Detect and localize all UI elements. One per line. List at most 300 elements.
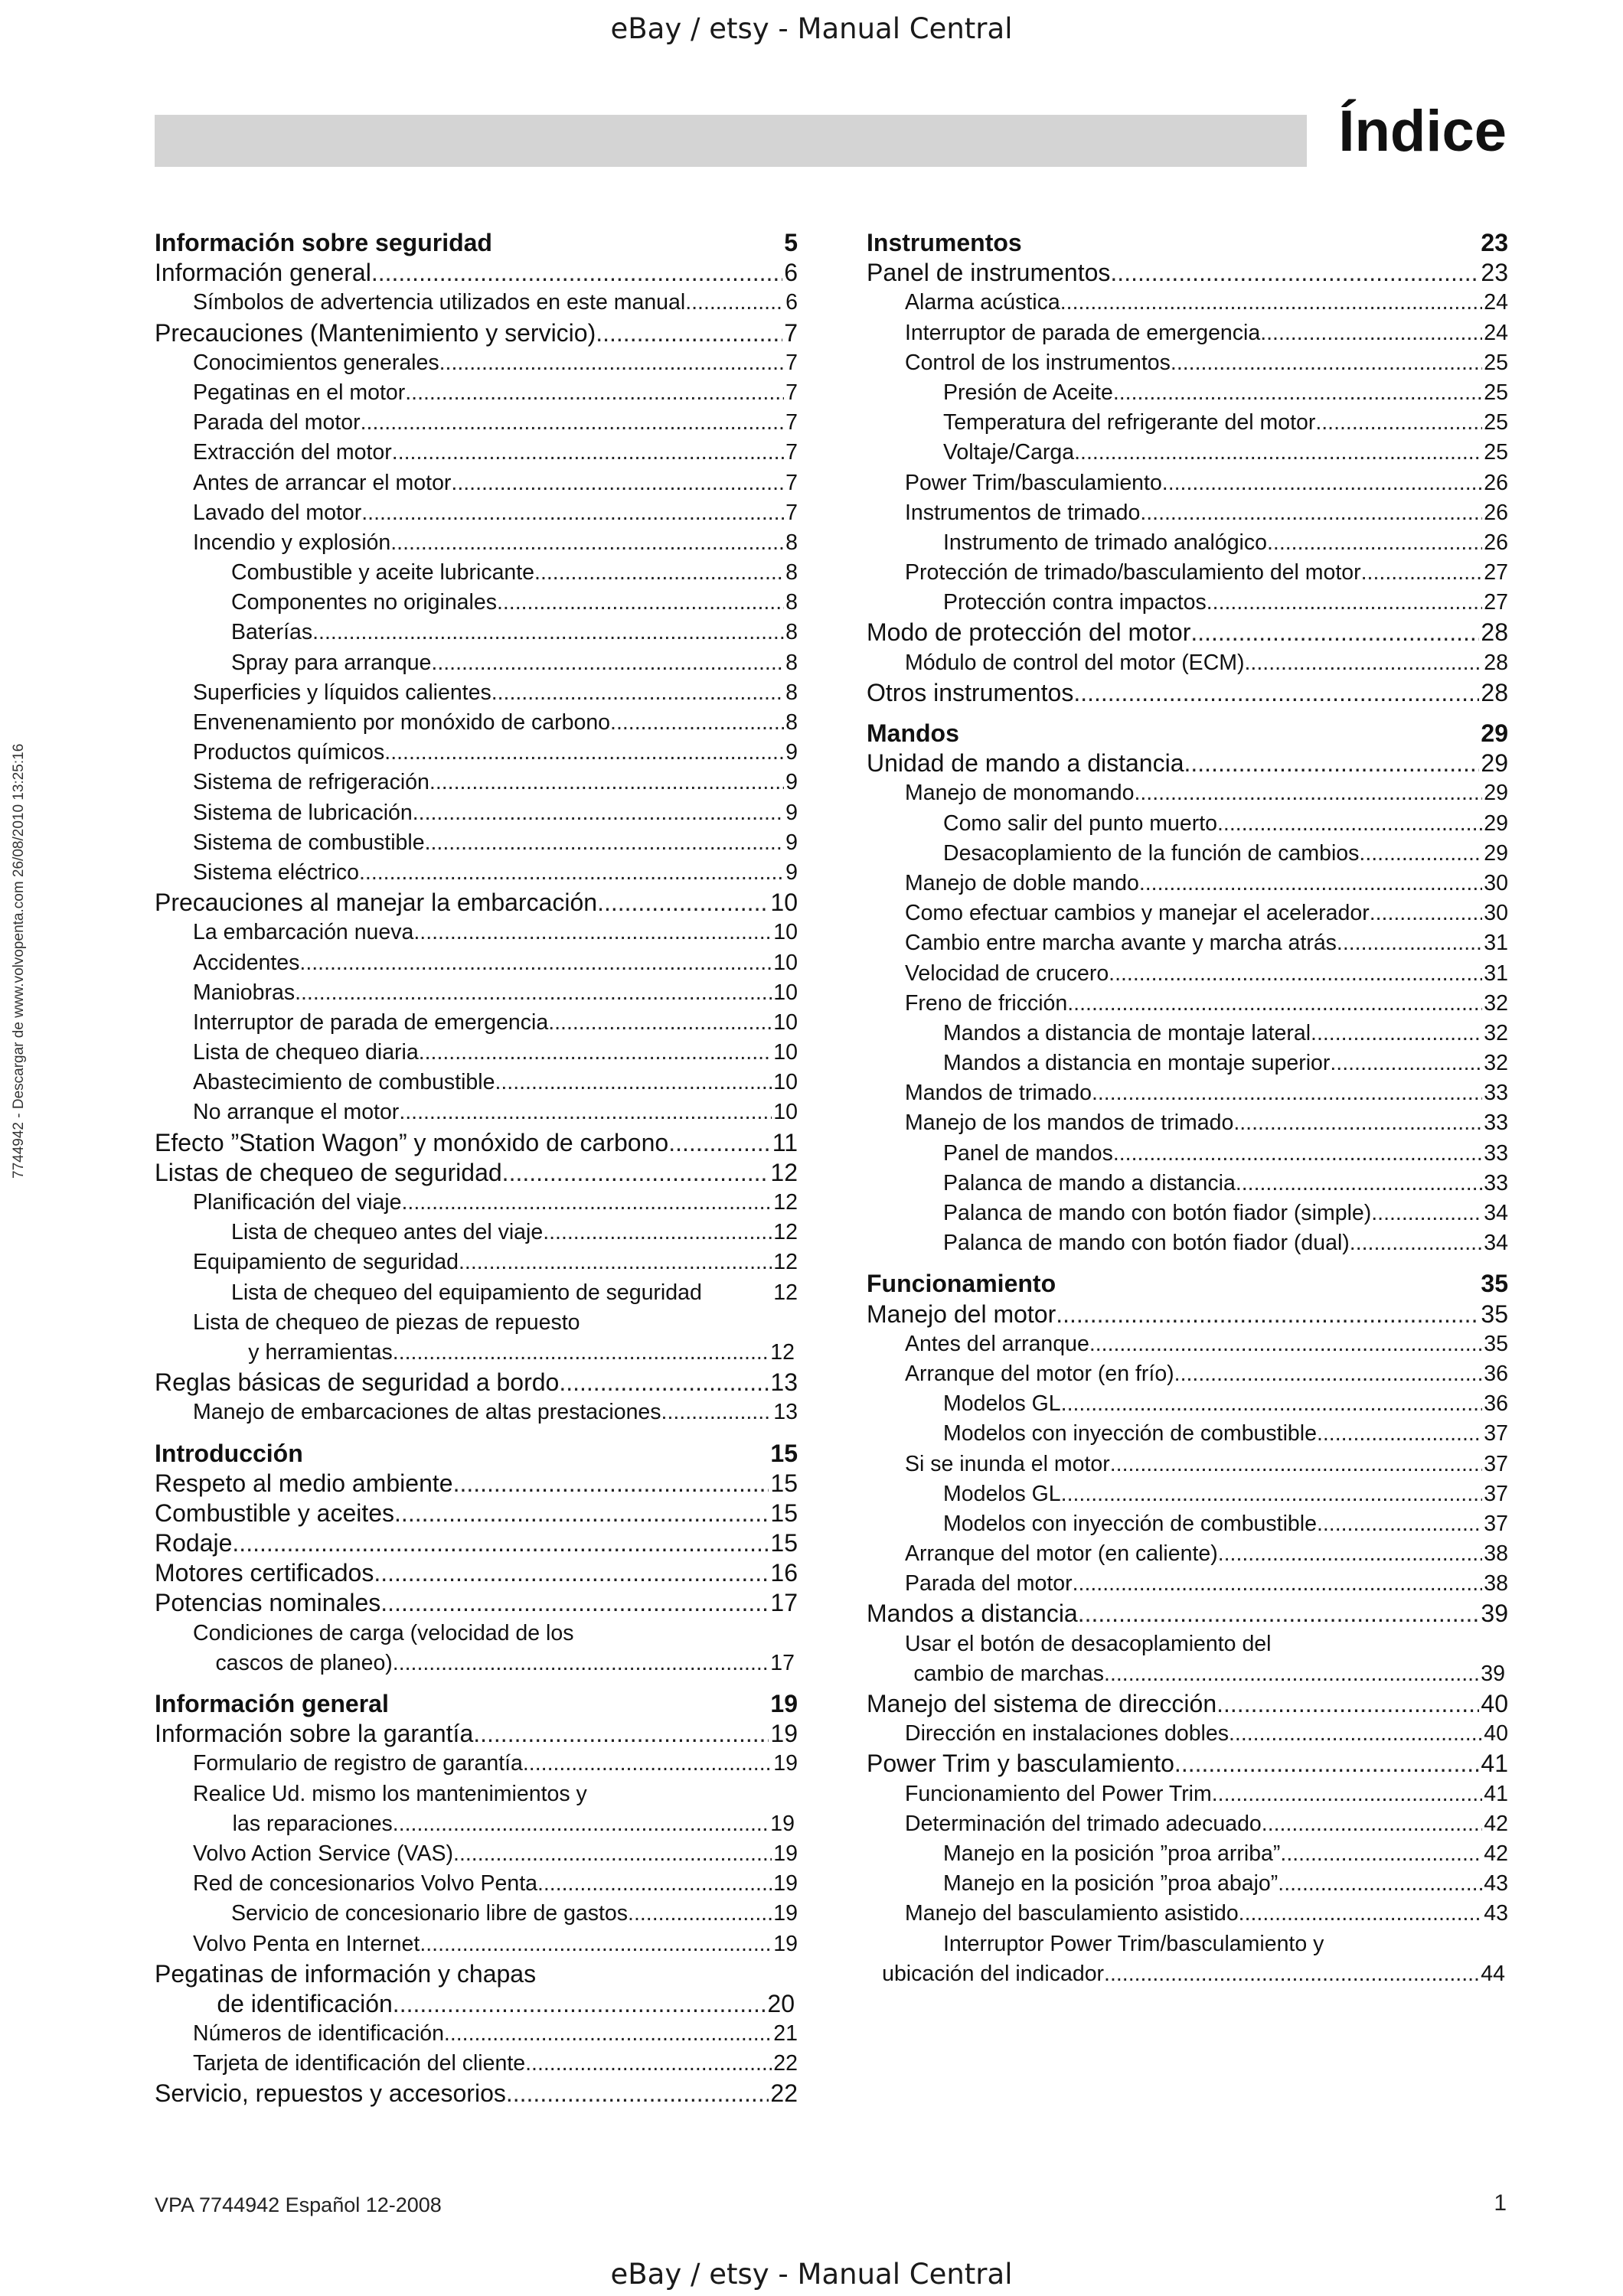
toc-page-number: 17 <box>770 1650 795 1675</box>
toc-page-number: 32 <box>1484 1051 1508 1076</box>
toc-entry-label: Rodaje <box>155 1529 233 1557</box>
toc-leader-dots <box>1218 1539 1483 1569</box>
toc-page-number: 9 <box>785 770 798 795</box>
toc-entry-label: Volvo Penta en Internet <box>193 1931 420 1956</box>
toc-entry <box>155 708 798 738</box>
title-bar <box>155 115 1307 167</box>
toc-entry <box>155 1719 798 1749</box>
toc-entry-label: Mandos de trimado <box>905 1081 1092 1106</box>
toc-entry <box>155 1869 798 1899</box>
toc-page-number: 25 <box>1484 410 1508 435</box>
toc-entry-label: Arranque del motor (en frío) <box>905 1361 1174 1386</box>
toc-leader-dots <box>1262 1809 1483 1839</box>
toc-page-number: 36 <box>1484 1391 1508 1417</box>
toc-entry <box>867 809 1508 839</box>
toc-entry-label: Parada del motor <box>905 1571 1073 1596</box>
toc-entry-label: Como efectuar cambios y manejar el acelerador <box>905 901 1370 926</box>
toc-leader-dots <box>1162 468 1483 498</box>
toc-leader-dots <box>628 1899 772 1929</box>
toc-entry <box>155 828 798 858</box>
toc-page-number: 12 <box>773 1190 798 1215</box>
toc-entry-label: Combustible y aceite lubricante <box>231 560 535 585</box>
toc-page-number: 11 <box>772 1128 798 1156</box>
toc-entry-label: Si se inunda el motor <box>905 1451 1110 1476</box>
toc-page-number: 23 <box>1481 229 1508 256</box>
toc-entry-label: Manejo en la posición ”proa abajo” <box>943 1871 1278 1896</box>
toc-entry-label: Sistema eléctrico <box>193 859 359 885</box>
toc-entry <box>867 1809 1508 1839</box>
toc-leader-dots <box>393 1649 769 1678</box>
toc-leader-dots <box>1370 899 1483 928</box>
toc-entry <box>155 738 798 768</box>
toc-entry-label: Lista de chequeo diaria <box>193 1040 419 1065</box>
toc-entry <box>867 378 1508 408</box>
toc-entry-label: Información sobre la garantía <box>155 1720 474 1748</box>
toc-page-number: 7 <box>785 470 798 495</box>
toc-entry <box>867 348 1508 378</box>
toc-page-number: 10 <box>773 1100 798 1125</box>
toc-page-number: 9 <box>785 800 798 825</box>
toc-leader-dots <box>405 378 784 408</box>
toc-entry-label: cambio de marchas <box>913 1661 1105 1686</box>
toc-page-number: 6 <box>784 259 798 287</box>
toc-entry <box>867 1300 1508 1329</box>
toc-entry <box>867 1899 1508 1929</box>
toc-leader-dots <box>1110 258 1479 288</box>
toc-entry <box>867 1479 1508 1509</box>
toc-entry <box>867 1509 1508 1539</box>
toc-entry-label: Conocimientos generales <box>193 350 439 375</box>
toc-entry <box>155 528 798 558</box>
toc-page-number: 28 <box>1481 678 1508 706</box>
toc-entry <box>155 2019 798 2049</box>
toc-page-number: 12 <box>773 1220 798 1245</box>
toc-entry <box>867 1839 1508 1869</box>
toc-entry-label: Lista de chequeo de piezas de repuesto <box>193 1309 580 1335</box>
toc-leader-dots <box>1359 839 1482 869</box>
toc-entry <box>155 1929 798 1959</box>
toc-page-number: 8 <box>785 590 798 615</box>
toc-page-number: 33 <box>1484 1140 1508 1166</box>
toc-page-number: 22 <box>770 2079 798 2108</box>
toc-leader-dots <box>439 348 785 378</box>
toc-entry <box>867 1389 1508 1419</box>
toc-leader-dots <box>1074 438 1482 468</box>
toc-page-number: 34 <box>1484 1231 1508 1256</box>
toc-entry-label: Números de identificación <box>193 2021 444 2047</box>
toc-entry <box>155 1749 798 1779</box>
toc-leader-dots <box>506 2079 769 2108</box>
toc-page-number: 33 <box>1484 1110 1508 1136</box>
toc-page-number: 41 <box>1481 1750 1508 1778</box>
toc-page-number: 10 <box>773 1040 798 1065</box>
toc-entry-label: Accidentes <box>193 950 300 975</box>
toc-page-number: 7 <box>785 380 798 405</box>
toc-page-number: 12 <box>773 1250 798 1275</box>
toc-page-number: 7 <box>785 350 798 375</box>
toc-leader-dots <box>1190 618 1479 647</box>
toc-leader-dots <box>1330 1049 1482 1078</box>
toc-entry <box>867 558 1508 588</box>
toc-page-number: 37 <box>1484 1511 1508 1536</box>
toc-leader-dots <box>1134 778 1482 808</box>
toc-leader-dots <box>1073 678 1479 708</box>
toc-leader-dots <box>1216 1689 1479 1719</box>
toc-leader-dots <box>425 828 785 858</box>
toc-page-number: 44 <box>1481 1961 1505 1986</box>
toc-entry-label: Funcionamiento <box>867 1270 1056 1298</box>
toc-entry <box>155 858 798 888</box>
toc-leader-dots <box>295 978 772 1008</box>
toc-entry <box>867 959 1508 989</box>
toc-page-number: 19 <box>773 1931 798 1956</box>
toc-leader-dots <box>525 2049 772 2079</box>
toc-entry-label: Protección de trimado/basculamiento del motor <box>905 560 1361 585</box>
toc-entry <box>867 678 1508 708</box>
toc-leader-dots <box>359 858 784 888</box>
toc-leader-dots <box>1245 648 1483 678</box>
toc-entry-label: Introducción <box>155 1439 303 1467</box>
toc-entry <box>867 1019 1508 1049</box>
toc-leader-dots <box>393 1338 769 1368</box>
toc-page-number: 13 <box>770 1368 798 1397</box>
toc-entry <box>155 1158 798 1188</box>
toc-leader-dots <box>1217 809 1482 839</box>
toc-entry-label: Tarjeta de identificación del cliente <box>193 2051 526 2076</box>
toc-entry <box>155 558 798 588</box>
toc-entry-label: Panel de mandos <box>943 1140 1113 1166</box>
toc-page-number: 19 <box>773 1871 798 1896</box>
toc-entry-label: Planificación del viaje <box>193 1190 402 1215</box>
toc-entry-label: Baterías <box>231 620 313 645</box>
toc-entry-label: Pegatinas de información y chapas <box>155 1959 537 1988</box>
toc-entry <box>155 1397 798 1427</box>
toc-entry-label: Red de concesionarios Volvo Penta <box>193 1871 537 1896</box>
toc-entry <box>867 1539 1508 1569</box>
toc-entry-label: Combustible y aceites <box>155 1499 395 1527</box>
toc-page-number: 15 <box>770 1469 798 1497</box>
toc-leader-dots <box>374 1558 769 1588</box>
toc-page-number: 39 <box>1481 1600 1508 1628</box>
toc-entry <box>155 678 798 708</box>
toc-entry <box>155 588 798 618</box>
toc-page-number: 8 <box>785 680 798 705</box>
toc-entry <box>155 888 798 918</box>
toc-entry-label: Modelos GL <box>943 1481 1061 1506</box>
toc-entry-label: Manejo de doble mando <box>905 870 1139 895</box>
toc-left-column <box>155 225 798 2109</box>
toc-page-number: 29 <box>1484 840 1508 866</box>
toc-leader-dots <box>1311 1019 1482 1049</box>
toc-entry <box>867 468 1508 498</box>
toc-page-number: 37 <box>1484 1451 1508 1476</box>
toc-page-number: 31 <box>1484 931 1508 956</box>
toc-page-number: 12 <box>773 1280 798 1305</box>
toc-entry <box>867 408 1508 438</box>
toc-entry-label: Control de los instrumentos <box>905 350 1171 375</box>
toc-entry <box>867 989 1508 1019</box>
toc-entry <box>155 1899 798 1929</box>
toc-entry-label: Envenenamiento por monóxido de carbono <box>193 710 611 735</box>
toc-page-number: 7 <box>784 318 798 347</box>
toc-entry <box>155 1528 798 1558</box>
toc-entry-label: Freno de fricción <box>905 990 1068 1016</box>
toc-entry-label: Servicio, repuestos y accesorios <box>155 2079 506 2108</box>
toc-entry-label: Power Trim y basculamiento <box>867 1750 1174 1778</box>
toc-page-number: 23 <box>1481 259 1508 287</box>
toc-entry <box>155 1779 798 1809</box>
toc-entry-label: Cambio entre marcha avante y marcha atrás <box>905 931 1337 956</box>
toc-leader-dots <box>413 918 772 947</box>
toc-entry-label: Manejo del sistema de dirección <box>867 1690 1217 1717</box>
toc-leader-dots <box>419 1038 772 1068</box>
toc-page-number: 10 <box>770 889 798 917</box>
toc-entry-label: Manejo en la posición ”proa arriba” <box>943 1841 1281 1866</box>
toc-entry <box>155 498 798 528</box>
toc-leader-dots <box>1207 588 1483 618</box>
toc-entry-label: Usar el botón de desacoplamiento del <box>905 1631 1272 1656</box>
toc-entry-label: Power Trim/basculamiento <box>905 470 1162 495</box>
toc-page-number: 28 <box>1481 618 1508 647</box>
toc-leader-dots <box>399 1097 772 1127</box>
toc-entry-label: Instrumentos <box>867 229 1022 256</box>
toc-section-heading <box>867 1269 1508 1299</box>
toc-leader-dots <box>559 1368 769 1397</box>
toc-leader-dots <box>1089 1329 1482 1359</box>
toc-leader-dots <box>1113 378 1482 408</box>
toc-page-number: 43 <box>1484 1901 1508 1926</box>
toc-page-number: 27 <box>1484 590 1508 615</box>
toc-page-number: 13 <box>773 1400 798 1425</box>
toc-entry-label: Temperatura del refrigerante del motor <box>943 410 1316 435</box>
toc-leader-dots <box>1317 1419 1482 1449</box>
toc-entry <box>867 1078 1508 1108</box>
toc-entry <box>867 1359 1508 1389</box>
toc-entry <box>867 1779 1508 1809</box>
toc-entry-label: Manejo de monomando <box>905 781 1135 806</box>
toc-entry-label: Palanca de mando con botón fiador (dual) <box>943 1231 1350 1256</box>
toc-page-number: 24 <box>1484 320 1508 345</box>
toc-page-number: 28 <box>1484 650 1508 675</box>
toc-page-number: 19 <box>773 1751 798 1776</box>
toc-entry-label: Respeto al medio ambiente <box>155 1469 453 1497</box>
toc-leader-dots <box>1278 1869 1482 1899</box>
toc-entry <box>867 1569 1508 1599</box>
toc-leader-dots <box>1060 288 1483 318</box>
toc-page-number: 29 <box>1481 749 1508 778</box>
toc-leader-dots <box>1317 1509 1482 1539</box>
toc-entry-label: Manejo de embarcaciones de altas prestaciones <box>193 1400 661 1425</box>
page-title: Índice <box>1338 99 1507 164</box>
toc-entry-label: Información sobre seguridad <box>155 229 492 256</box>
toc-page-number: 17 <box>770 1589 798 1617</box>
toc-entry-label: ubicación del indicador <box>882 1961 1105 1986</box>
toc-entry-label: Antes del arranque <box>905 1331 1089 1356</box>
toc-page-number: 10 <box>773 980 798 1005</box>
toc-entry-label: Modelos con inyección de combustible <box>943 1421 1317 1446</box>
toc-leader-dots <box>1078 1599 1480 1629</box>
toc-entry <box>155 1469 798 1499</box>
toc-leader-dots <box>1061 1389 1483 1419</box>
toc-page-number: 5 <box>784 229 798 256</box>
toc-leader-dots <box>1371 1199 1482 1228</box>
toc-entry <box>155 2079 798 2108</box>
toc-entry-label: Símbolos de advertencia utilizados en este manual <box>193 290 686 315</box>
toc-page-number: 40 <box>1481 1690 1508 1717</box>
watermark-top: eBay / etsy - Manual Central <box>610 12 1013 45</box>
toc-page-number: 7 <box>785 410 798 435</box>
toc-entry <box>867 588 1508 618</box>
toc-page-number: 26 <box>1484 470 1508 495</box>
toc-page-number: 15 <box>770 1529 798 1557</box>
toc-leader-dots <box>495 1068 772 1097</box>
toc-entry-label: Superficies y líquidos calientes <box>193 680 491 705</box>
toc-entry <box>155 348 798 378</box>
toc-page-number: 31 <box>1484 960 1508 986</box>
toc-entry <box>867 288 1508 318</box>
toc-page-number: 19 <box>773 1901 798 1926</box>
toc-page-number: 32 <box>1484 990 1508 1016</box>
toc-entry <box>867 618 1508 647</box>
toc-entry-label: Condiciones de carga (velocidad de los <box>193 1620 574 1645</box>
toc-entry <box>867 1749 1508 1779</box>
toc-page-number: 20 <box>767 1989 795 2017</box>
toc-entry-label: Información general <box>155 1690 389 1717</box>
toc-entry-label: Servicio de concesionario libre de gastos <box>231 1901 629 1926</box>
toc-leader-dots <box>685 288 784 318</box>
toc-leader-dots <box>661 1397 772 1427</box>
toc-leader-dots <box>596 318 782 348</box>
toc-entry-label: de identificación <box>217 1989 393 2017</box>
toc-leader-dots <box>1350 1228 1483 1258</box>
toc-leader-dots <box>1233 1108 1482 1138</box>
toc-entry <box>867 1629 1508 1659</box>
toc-entry <box>155 1008 798 1038</box>
toc-page-number: 34 <box>1484 1201 1508 1225</box>
toc-entry <box>867 1329 1508 1359</box>
toc-entry-label: Volvo Action Service (VAS) <box>193 1841 454 1866</box>
toc-entry-label: Otros instrumentos <box>867 678 1074 706</box>
toc-page-number: 35 <box>1481 1270 1508 1298</box>
toc-right-column <box>867 225 1508 1989</box>
toc-leader-dots <box>361 498 784 528</box>
toc-entry <box>867 648 1508 678</box>
toc-leader-dots <box>1236 1169 1482 1199</box>
toc-leader-dots <box>1140 498 1482 528</box>
toc-entry <box>155 1959 798 1989</box>
toc-entry-label: Modo de protección del motor <box>867 618 1191 647</box>
toc-leader-dots <box>1174 1359 1483 1389</box>
toc-leader-dots <box>1067 989 1482 1019</box>
toc-leader-dots <box>1113 1139 1482 1169</box>
toc-entry-label: Equipamiento de seguridad <box>193 1250 459 1275</box>
toc-entry <box>867 1108 1508 1138</box>
toc-leader-dots <box>523 1749 772 1779</box>
toc-entry-label: las reparaciones <box>232 1811 393 1836</box>
toc-entry <box>155 1619 798 1649</box>
toc-entry <box>155 618 798 647</box>
toc-entry-label: Precauciones (Mantenimiento y servicio) <box>155 318 596 347</box>
toc-entry-label: Efecto ”Station Wagon” y monóxido de carbono <box>155 1128 669 1156</box>
toc-entry <box>155 288 798 318</box>
toc-page-number: 10 <box>773 950 798 975</box>
toc-page-number: 6 <box>785 290 798 315</box>
toc-leader-dots <box>1212 1779 1483 1809</box>
toc-page-number: 8 <box>785 560 798 585</box>
toc-entry-label: Lavado del motor <box>193 500 362 525</box>
toc-page-number: 38 <box>1484 1571 1508 1596</box>
toc-page-number: 35 <box>1481 1300 1508 1328</box>
toc-leader-dots <box>534 558 784 588</box>
toc-entry-label: Palanca de mando con botón fiador (simple) <box>943 1201 1372 1225</box>
toc-leader-dots <box>420 1929 772 1959</box>
toc-entry-label: y herramientas <box>248 1339 393 1365</box>
toc-leader-dots <box>393 1989 766 2019</box>
toc-leader-dots <box>1260 318 1482 348</box>
toc-entry <box>155 1338 798 1368</box>
toc-entry <box>867 1689 1508 1719</box>
toc-entry-label: Modelos GL <box>943 1391 1061 1417</box>
toc-page-number: 42 <box>1484 1841 1508 1866</box>
toc-leader-dots <box>299 948 772 978</box>
toc-leader-dots <box>1239 1899 1483 1929</box>
toc-leader-dots <box>1104 1659 1479 1689</box>
toc-entry-label: Reglas básicas de seguridad a bordo <box>155 1368 560 1397</box>
toc-entry-label: No arranque el motor <box>193 1100 400 1125</box>
toc-entry <box>155 948 798 978</box>
toc-page-number: 42 <box>1484 1811 1508 1836</box>
toc-leader-dots <box>384 738 784 768</box>
toc-leader-dots <box>668 1128 771 1158</box>
toc-entry-label: Abastecimiento de combustible <box>193 1070 495 1095</box>
toc-entry <box>867 1228 1508 1258</box>
toc-leader-dots <box>597 888 769 918</box>
toc-entry <box>867 1869 1508 1899</box>
toc-leader-dots <box>1110 1450 1483 1479</box>
toc-entry <box>155 648 798 678</box>
toc-leader-dots <box>1073 1569 1483 1599</box>
toc-entry <box>867 928 1508 958</box>
toc-entry-label: Información general <box>155 259 371 287</box>
toc-entry-label: Interruptor Power Trim/basculamiento y <box>943 1931 1324 1956</box>
toc-leader-dots <box>1361 558 1483 588</box>
toc-entry <box>155 468 798 498</box>
toc-entry <box>867 1169 1508 1199</box>
toc-entry-label: Instrumento de trimado analógico <box>943 530 1267 555</box>
toc-page-number: 43 <box>1484 1871 1508 1896</box>
toc-page-number: 16 <box>770 1559 798 1587</box>
toc-leader-dots <box>392 438 784 468</box>
toc-entry-label: Mandos a distancia de montaje lateral <box>943 1020 1311 1045</box>
toc-entry-label: Mandos a distancia en montaje superior <box>943 1051 1331 1076</box>
toc-entry-label: La embarcación nueva <box>193 920 414 945</box>
toc-leader-dots <box>1174 1749 1479 1779</box>
toc-leader-dots <box>451 468 784 498</box>
toc-entry-label: Formulario de registro de garantía <box>193 1751 523 1776</box>
toc-leader-dots <box>1109 959 1482 989</box>
toc-leader-dots <box>497 588 784 618</box>
toc-entry <box>155 1247 798 1277</box>
toc-leader-dots <box>1092 1078 1482 1108</box>
toc-page-number: 8 <box>785 620 798 645</box>
toc-entry-label: Mandos a distancia <box>867 1600 1078 1628</box>
toc-entry <box>867 1959 1508 1989</box>
toc-page-number: 25 <box>1484 350 1508 375</box>
toc-entry-label: Interruptor de parada de emergencia <box>193 1009 549 1035</box>
toc-entry-label: Precauciones al manejar la embarcación <box>155 889 598 917</box>
toc-entry-label: Spray para arranque <box>231 650 432 675</box>
toc-entry <box>867 258 1508 288</box>
